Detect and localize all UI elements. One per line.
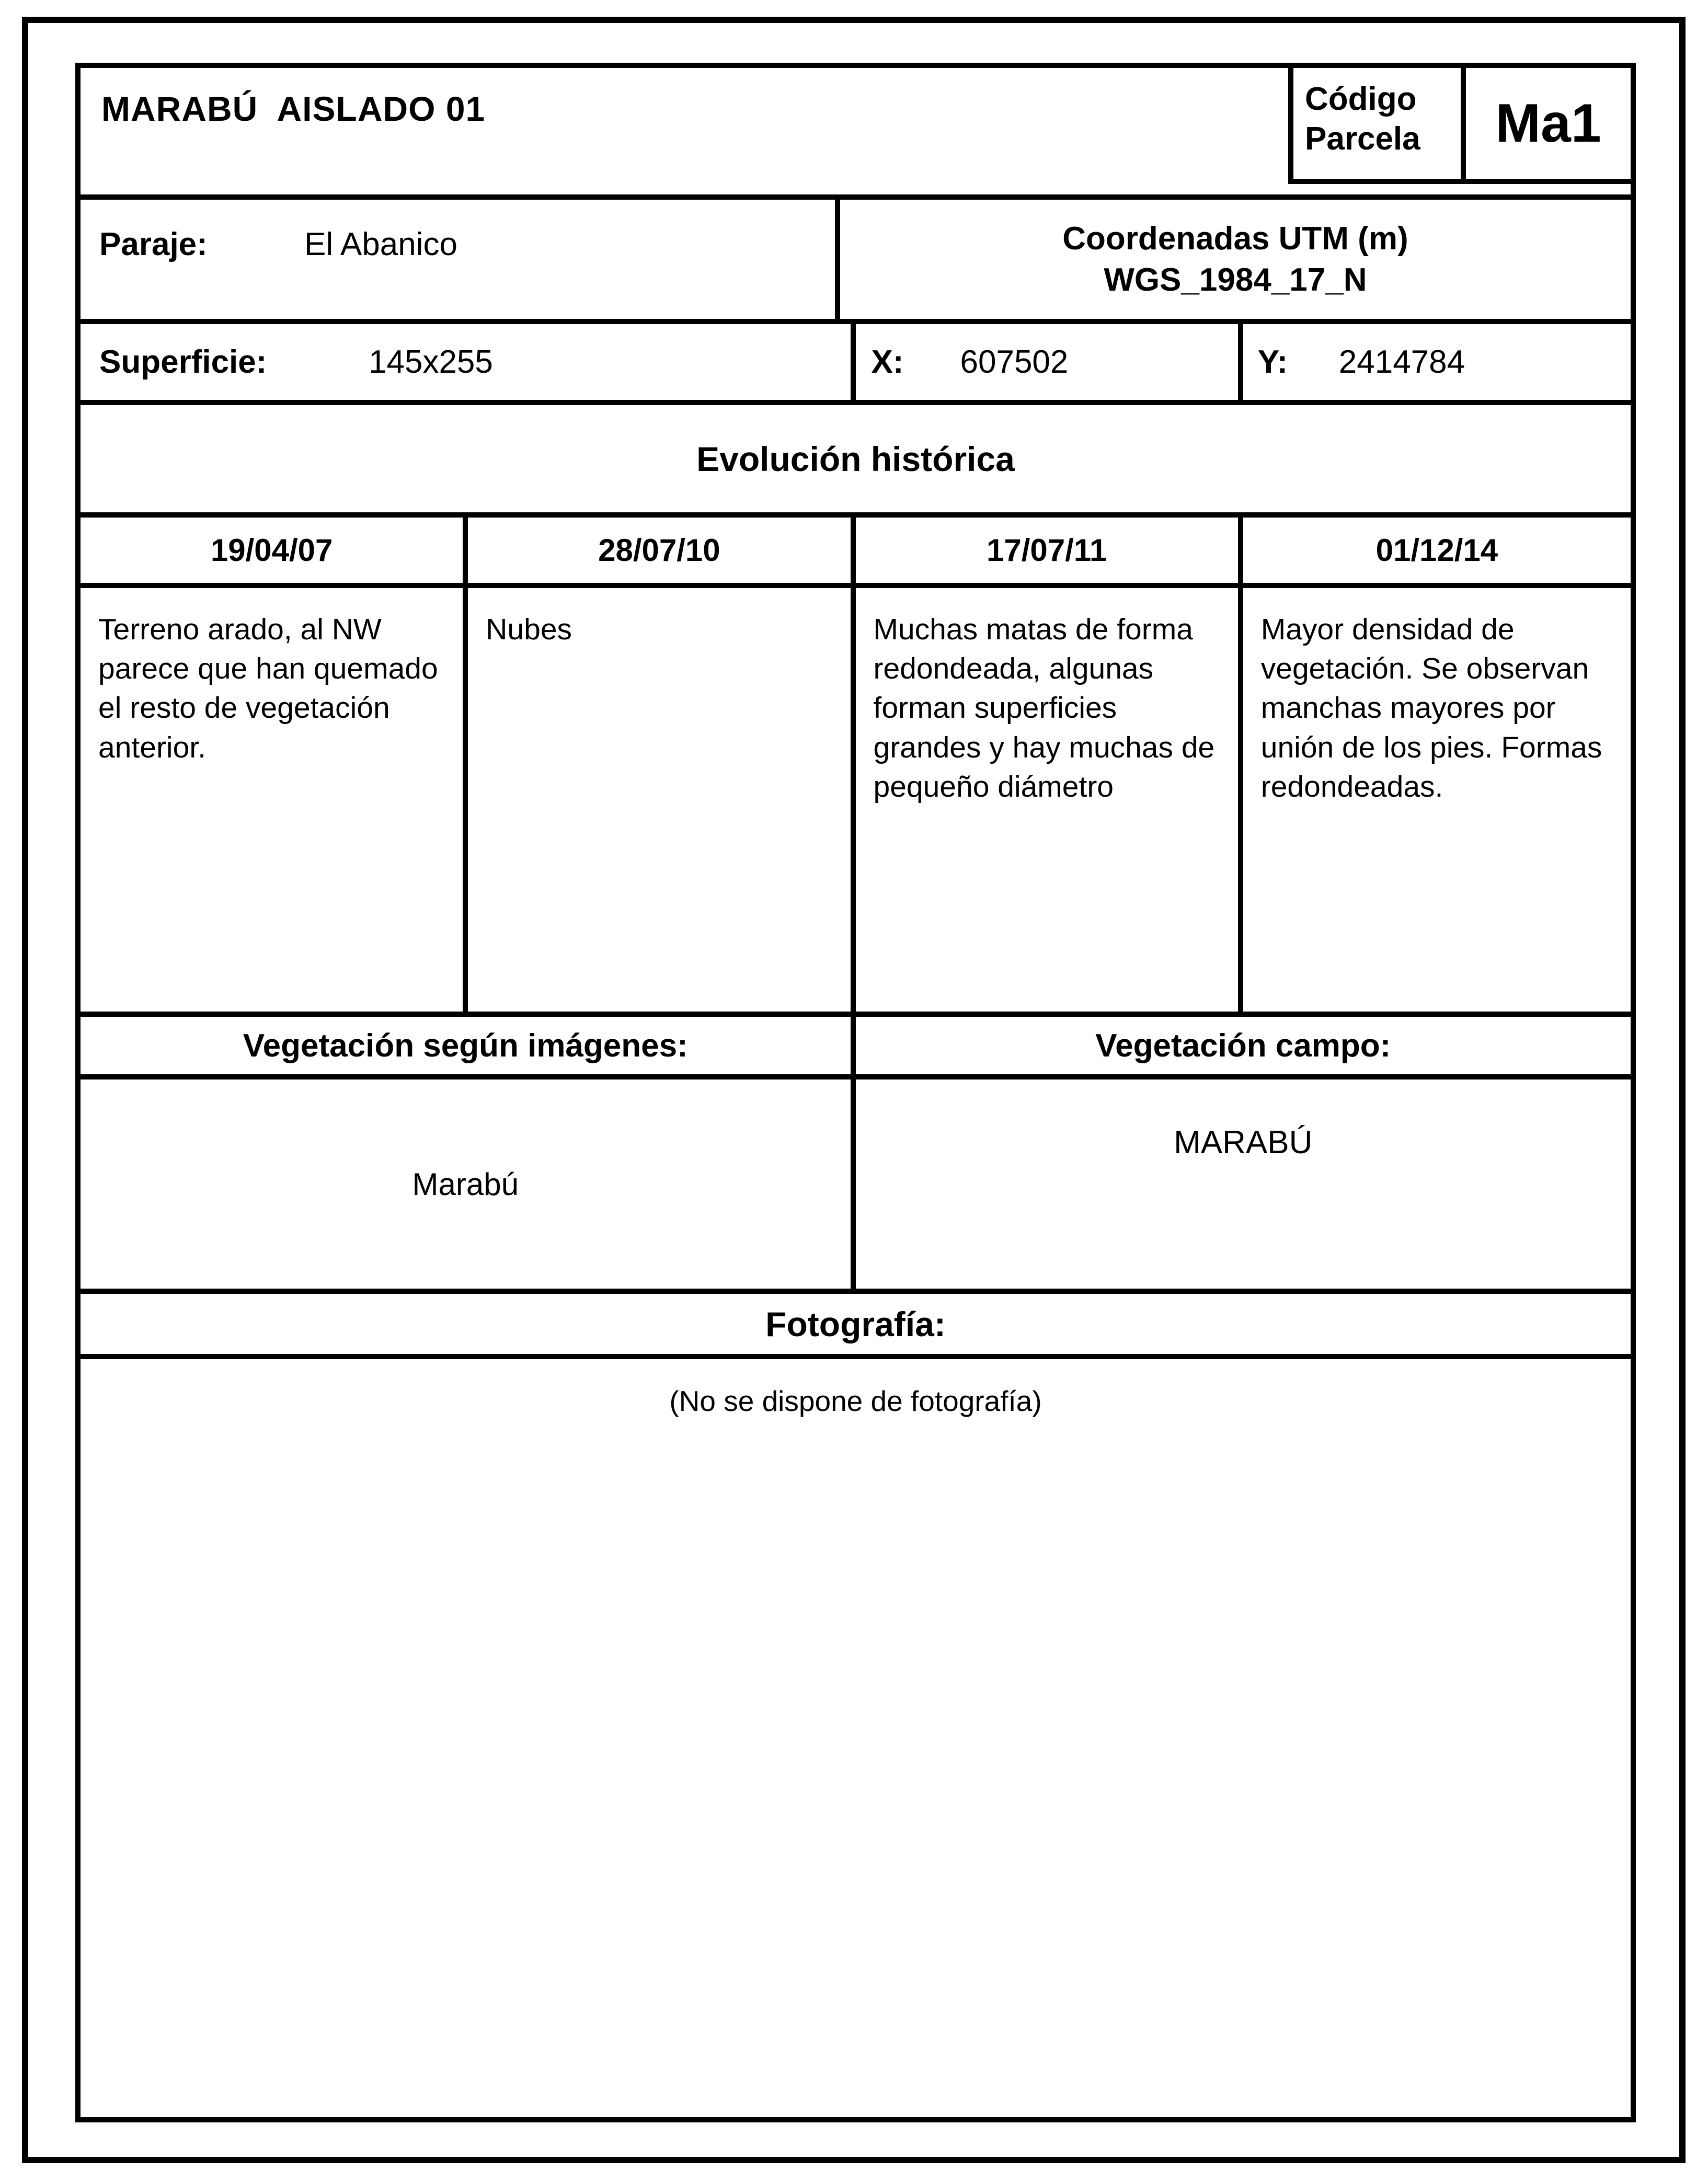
coordinates-datum: WGS_1984_17_N — [1104, 262, 1367, 298]
paraje-coordinates-row — [81, 200, 1631, 324]
evolution-date-2: 28/07/10 — [468, 518, 855, 583]
photo-placeholder-note: (No se dispone de fotografía) — [669, 1385, 1042, 1417]
superficie-xy-row — [81, 324, 1631, 405]
vegetation-headers-row — [81, 1017, 1631, 1079]
evolution-descriptions-row — [81, 588, 1631, 1017]
evolution-description-4: Mayor densidad de vegetación. Se observan manchas mayores por unión de los pies. Formas redondeadas. — [1260, 613, 1602, 803]
x-label: X: — [871, 344, 904, 380]
codigo-parcela-value: Ma1 — [1495, 93, 1601, 154]
evolution-date-3: 17/07/11 — [856, 518, 1243, 583]
vegetation-field-value: MARABÚ — [1174, 1124, 1313, 1161]
superficie-value: 145x255 — [369, 344, 493, 380]
vegetation-images-label: Vegetación según imágenes: — [81, 1017, 856, 1074]
codigo-parcela-value-cell — [1461, 68, 1631, 184]
superficie-label: Superficie: — [99, 344, 267, 380]
vegetation-field-label: Vegetación campo: — [1095, 1027, 1391, 1064]
photo-area-row — [81, 1359, 1631, 2117]
evolution-description-2: Nubes — [468, 588, 855, 1012]
vegetation-values-row — [81, 1079, 1631, 1294]
evolution-dates-row — [81, 518, 1631, 588]
codigo-parcela-label: Código Parcela — [1305, 81, 1420, 157]
vegetation-images-value: Marabú — [81, 1079, 856, 1289]
x-coordinate-cell — [856, 324, 1243, 400]
header-row — [81, 68, 1631, 200]
superficie-cell — [81, 324, 856, 400]
photo-title-row — [81, 1294, 1631, 1359]
evolution-description-1: Terreno arado, al NW parece que han quemado el resto de vegetación anterior. — [81, 588, 468, 1012]
form-title-cell — [81, 68, 1288, 129]
page-border — [22, 17, 1686, 2163]
codigo-parcela-cell — [1288, 68, 1461, 184]
paraje-cell — [81, 200, 840, 319]
coordinates-header-cell — [840, 200, 1631, 319]
evolution-title-row — [81, 405, 1631, 518]
evolution-date-4: 01/12/14 — [1375, 533, 1498, 568]
y-label: Y: — [1257, 344, 1288, 380]
coordinates-title: Coordenadas UTM (m) — [1062, 220, 1408, 257]
form-title: MARABÚ AISLADO 01 — [101, 89, 486, 128]
paraje-label: Paraje: — [99, 226, 208, 262]
x-value: 607502 — [960, 344, 1069, 380]
evolution-description-3: Muchas matas de forma redondeada, algunas forman superficies grandes y hay muchas de pequeño diámetro — [856, 588, 1243, 1012]
evolution-date-1: 19/04/07 — [81, 518, 468, 583]
photo-title: Fotografía: — [765, 1304, 946, 1343]
evolution-title-cell — [81, 405, 1631, 512]
y-coordinate-cell — [1243, 324, 1631, 400]
y-value: 2414784 — [1338, 344, 1465, 380]
photo-title-cell — [81, 1294, 1631, 1354]
evolution-title: Evolución histórica — [696, 439, 1015, 478]
parcel-data-sheet — [75, 63, 1636, 2122]
paraje-value: El Abanico — [304, 226, 457, 262]
